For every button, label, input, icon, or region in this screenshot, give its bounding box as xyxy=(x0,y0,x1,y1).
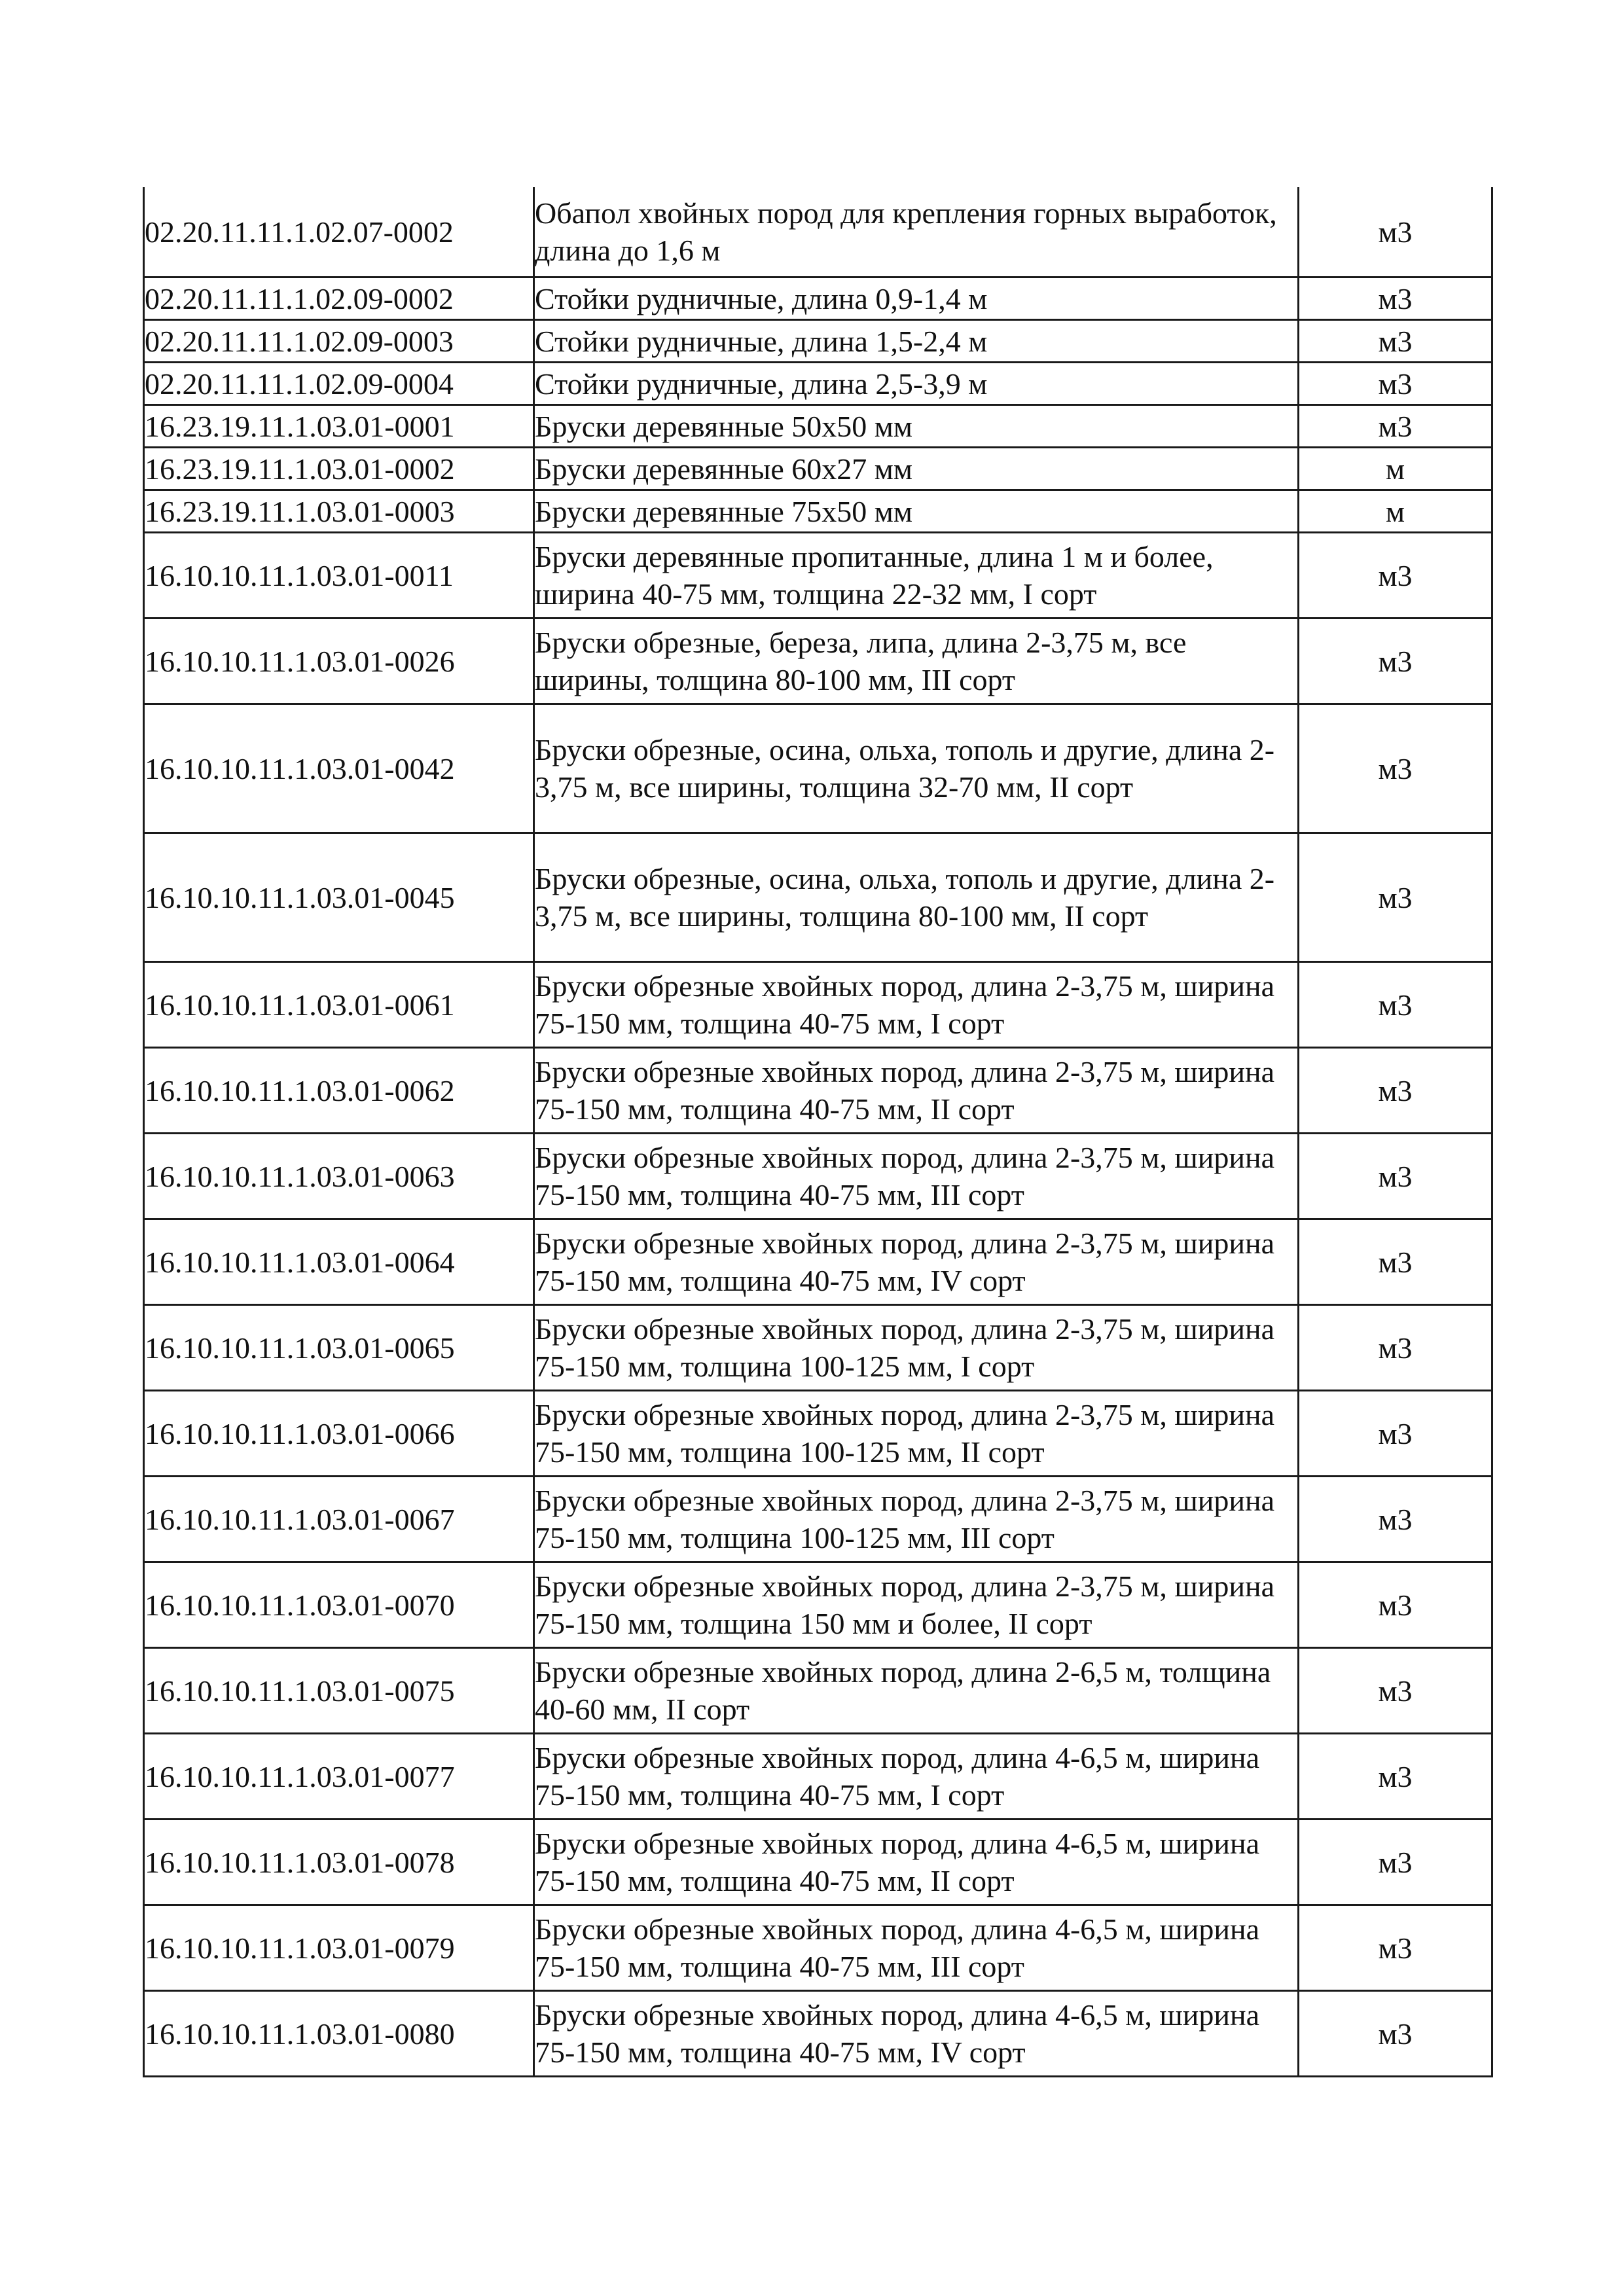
row-unit: м xyxy=(1299,448,1492,490)
row-name: Бруски обрезные хвойных пород, длина 2-3,75 м, ширина 75-150 мм, толщина 100-125 мм, III сорт xyxy=(534,1477,1299,1562)
row-name: Обапол хвойных пород для крепления горных выработок, длина до 1,6 м xyxy=(534,187,1299,278)
row-name: Бруски обрезные хвойных пород, длина 4-6,5 м, ширина 75-150 мм, толщина 40-75 мм, I сорт xyxy=(534,1734,1299,1820)
table-row xyxy=(144,1048,1492,1134)
row-code: 16.10.10.11.1.03.01-0070 xyxy=(144,1562,534,1648)
row-name: Бруски обрезные хвойных пород, длина 4-6,5 м, ширина 75-150 мм, толщина 40-75 мм, III сорт xyxy=(534,1905,1299,1991)
table-row xyxy=(144,1905,1492,1991)
row-unit: м3 xyxy=(1299,704,1492,833)
row-name: Стойки рудничные, длина 2,5-3,9 м xyxy=(534,363,1299,405)
table-row xyxy=(144,619,1492,704)
row-unit: м3 xyxy=(1299,833,1492,962)
row-name: Бруски обрезные хвойных пород, длина 2-3,75 м, ширина 75-150 мм, толщина 40-75 мм, I сорт xyxy=(534,962,1299,1048)
row-code: 02.20.11.11.1.02.07-0002 xyxy=(144,187,534,278)
row-name: Бруски обрезные хвойных пород, длина 2-3,75 м, ширина 75-150 мм, толщина 100-125 мм, II сорт xyxy=(534,1391,1299,1477)
row-name: Бруски деревянные 75х50 мм xyxy=(534,490,1299,533)
row-unit: м3 xyxy=(1299,1905,1492,1991)
table-row xyxy=(144,1305,1492,1391)
row-name: Стойки рудничные, длина 1,5-2,4 м xyxy=(534,320,1299,363)
row-name: Бруски обрезные хвойных пород, длина 2-3,75 м, ширина 75-150 мм, толщина 150 мм и более, II сорт xyxy=(534,1562,1299,1648)
row-code: 16.10.10.11.1.03.01-0079 xyxy=(144,1905,534,1991)
row-unit: м3 xyxy=(1299,278,1492,320)
row-code: 16.10.10.11.1.03.01-0042 xyxy=(144,704,534,833)
table-row xyxy=(144,704,1492,833)
row-name: Бруски деревянные 60х27 мм xyxy=(534,448,1299,490)
table-row xyxy=(144,187,1492,278)
table-row xyxy=(144,1391,1492,1477)
row-unit: м3 xyxy=(1299,1305,1492,1391)
row-name: Бруски обрезные хвойных пород, длина 2-3,75 м, ширина 75-150 мм, толщина 40-75 мм, III сорт xyxy=(534,1134,1299,1219)
row-code: 16.10.10.11.1.03.01-0045 xyxy=(144,833,534,962)
row-name: Бруски обрезные хвойных пород, длина 2-3,75 м, ширина 75-150 мм, толщина 40-75 мм, II сорт xyxy=(534,1048,1299,1134)
table-row xyxy=(144,1820,1492,1905)
row-unit: м3 xyxy=(1299,1219,1492,1305)
table-row xyxy=(144,962,1492,1048)
table-row xyxy=(144,1477,1492,1562)
row-code: 16.10.10.11.1.03.01-0080 xyxy=(144,1991,534,2077)
row-unit: м3 xyxy=(1299,187,1492,278)
row-unit: м3 xyxy=(1299,320,1492,363)
row-unit: м3 xyxy=(1299,962,1492,1048)
row-code: 16.10.10.11.1.03.01-0064 xyxy=(144,1219,534,1305)
row-unit: м3 xyxy=(1299,1048,1492,1134)
table-row xyxy=(144,278,1492,320)
table-row xyxy=(144,533,1492,619)
row-unit: м3 xyxy=(1299,1820,1492,1905)
row-unit: м3 xyxy=(1299,1391,1492,1477)
row-name: Бруски обрезные хвойных пород, длина 2-6,5 м, толщина 40-60 мм, II сорт xyxy=(534,1648,1299,1734)
row-unit: м xyxy=(1299,490,1492,533)
row-code: 16.10.10.11.1.03.01-0066 xyxy=(144,1391,534,1477)
table-row xyxy=(144,448,1492,490)
row-unit: м3 xyxy=(1299,1734,1492,1820)
row-code: 16.10.10.11.1.03.01-0067 xyxy=(144,1477,534,1562)
row-name: Бруски деревянные 50х50 мм xyxy=(534,405,1299,448)
table-row xyxy=(144,363,1492,405)
row-code: 02.20.11.11.1.02.09-0004 xyxy=(144,363,534,405)
row-unit: м3 xyxy=(1299,1477,1492,1562)
row-code: 16.23.19.11.1.03.01-0003 xyxy=(144,490,534,533)
row-name: Бруски обрезные хвойных пород, длина 4-6,5 м, ширина 75-150 мм, толщина 40-75 мм, II сорт xyxy=(534,1820,1299,1905)
row-name: Бруски деревянные пропитанные, длина 1 м и более, ширина 40-75 мм, толщина 22-32 мм, I сорт xyxy=(534,533,1299,619)
row-code: 16.10.10.11.1.03.01-0063 xyxy=(144,1134,534,1219)
row-code: 16.10.10.11.1.03.01-0062 xyxy=(144,1048,534,1134)
row-name: Бруски обрезные хвойных пород, длина 2-3,75 м, ширина 75-150 мм, толщина 100-125 мм, I сорт xyxy=(534,1305,1299,1391)
row-name: Бруски обрезные, осина, ольха, тополь и другие, длина 2-3,75 м, все ширины, толщина 80-100 мм, II сорт xyxy=(534,833,1299,962)
row-code: 16.10.10.11.1.03.01-0065 xyxy=(144,1305,534,1391)
table-row xyxy=(144,1648,1492,1734)
row-code: 16.23.19.11.1.03.01-0002 xyxy=(144,448,534,490)
row-unit: м3 xyxy=(1299,1991,1492,2077)
table-row xyxy=(144,320,1492,363)
row-code: 16.10.10.11.1.03.01-0078 xyxy=(144,1820,534,1905)
row-name: Бруски обрезные хвойных пород, длина 4-6,5 м, ширина 75-150 мм, толщина 40-75 мм, IV сорт xyxy=(534,1991,1299,2077)
row-code: 16.10.10.11.1.03.01-0011 xyxy=(144,533,534,619)
row-name: Бруски обрезные хвойных пород, длина 2-3,75 м, ширина 75-150 мм, толщина 40-75 мм, IV сорт xyxy=(534,1219,1299,1305)
row-code: 16.10.10.11.1.03.01-0061 xyxy=(144,962,534,1048)
row-unit: м3 xyxy=(1299,533,1492,619)
row-unit: м3 xyxy=(1299,363,1492,405)
row-unit: м3 xyxy=(1299,1134,1492,1219)
row-name: Стойки рудничные, длина 0,9-1,4 м xyxy=(534,278,1299,320)
table-row xyxy=(144,833,1492,962)
row-code: 16.10.10.11.1.03.01-0075 xyxy=(144,1648,534,1734)
row-code: 02.20.11.11.1.02.09-0003 xyxy=(144,320,534,363)
table-row xyxy=(144,1734,1492,1820)
materials-table xyxy=(143,187,1493,2077)
row-name: Бруски обрезные, береза, липа, длина 2-3,75 м, все ширины, толщина 80-100 мм, III сорт xyxy=(534,619,1299,704)
table-row xyxy=(144,1219,1492,1305)
table-row xyxy=(144,1991,1492,2077)
row-unit: м3 xyxy=(1299,619,1492,704)
table-row xyxy=(144,1562,1492,1648)
row-code: 16.23.19.11.1.03.01-0001 xyxy=(144,405,534,448)
row-unit: м3 xyxy=(1299,1648,1492,1734)
row-code: 02.20.11.11.1.02.09-0002 xyxy=(144,278,534,320)
row-code: 16.10.10.11.1.03.01-0026 xyxy=(144,619,534,704)
row-name: Бруски обрезные, осина, ольха, тополь и другие, длина 2-3,75 м, все ширины, толщина 32-70 мм, II сорт xyxy=(534,704,1299,833)
table-row xyxy=(144,405,1492,448)
table-row xyxy=(144,490,1492,533)
row-unit: м3 xyxy=(1299,405,1492,448)
table-row xyxy=(144,1134,1492,1219)
row-code: 16.10.10.11.1.03.01-0077 xyxy=(144,1734,534,1820)
row-unit: м3 xyxy=(1299,1562,1492,1648)
